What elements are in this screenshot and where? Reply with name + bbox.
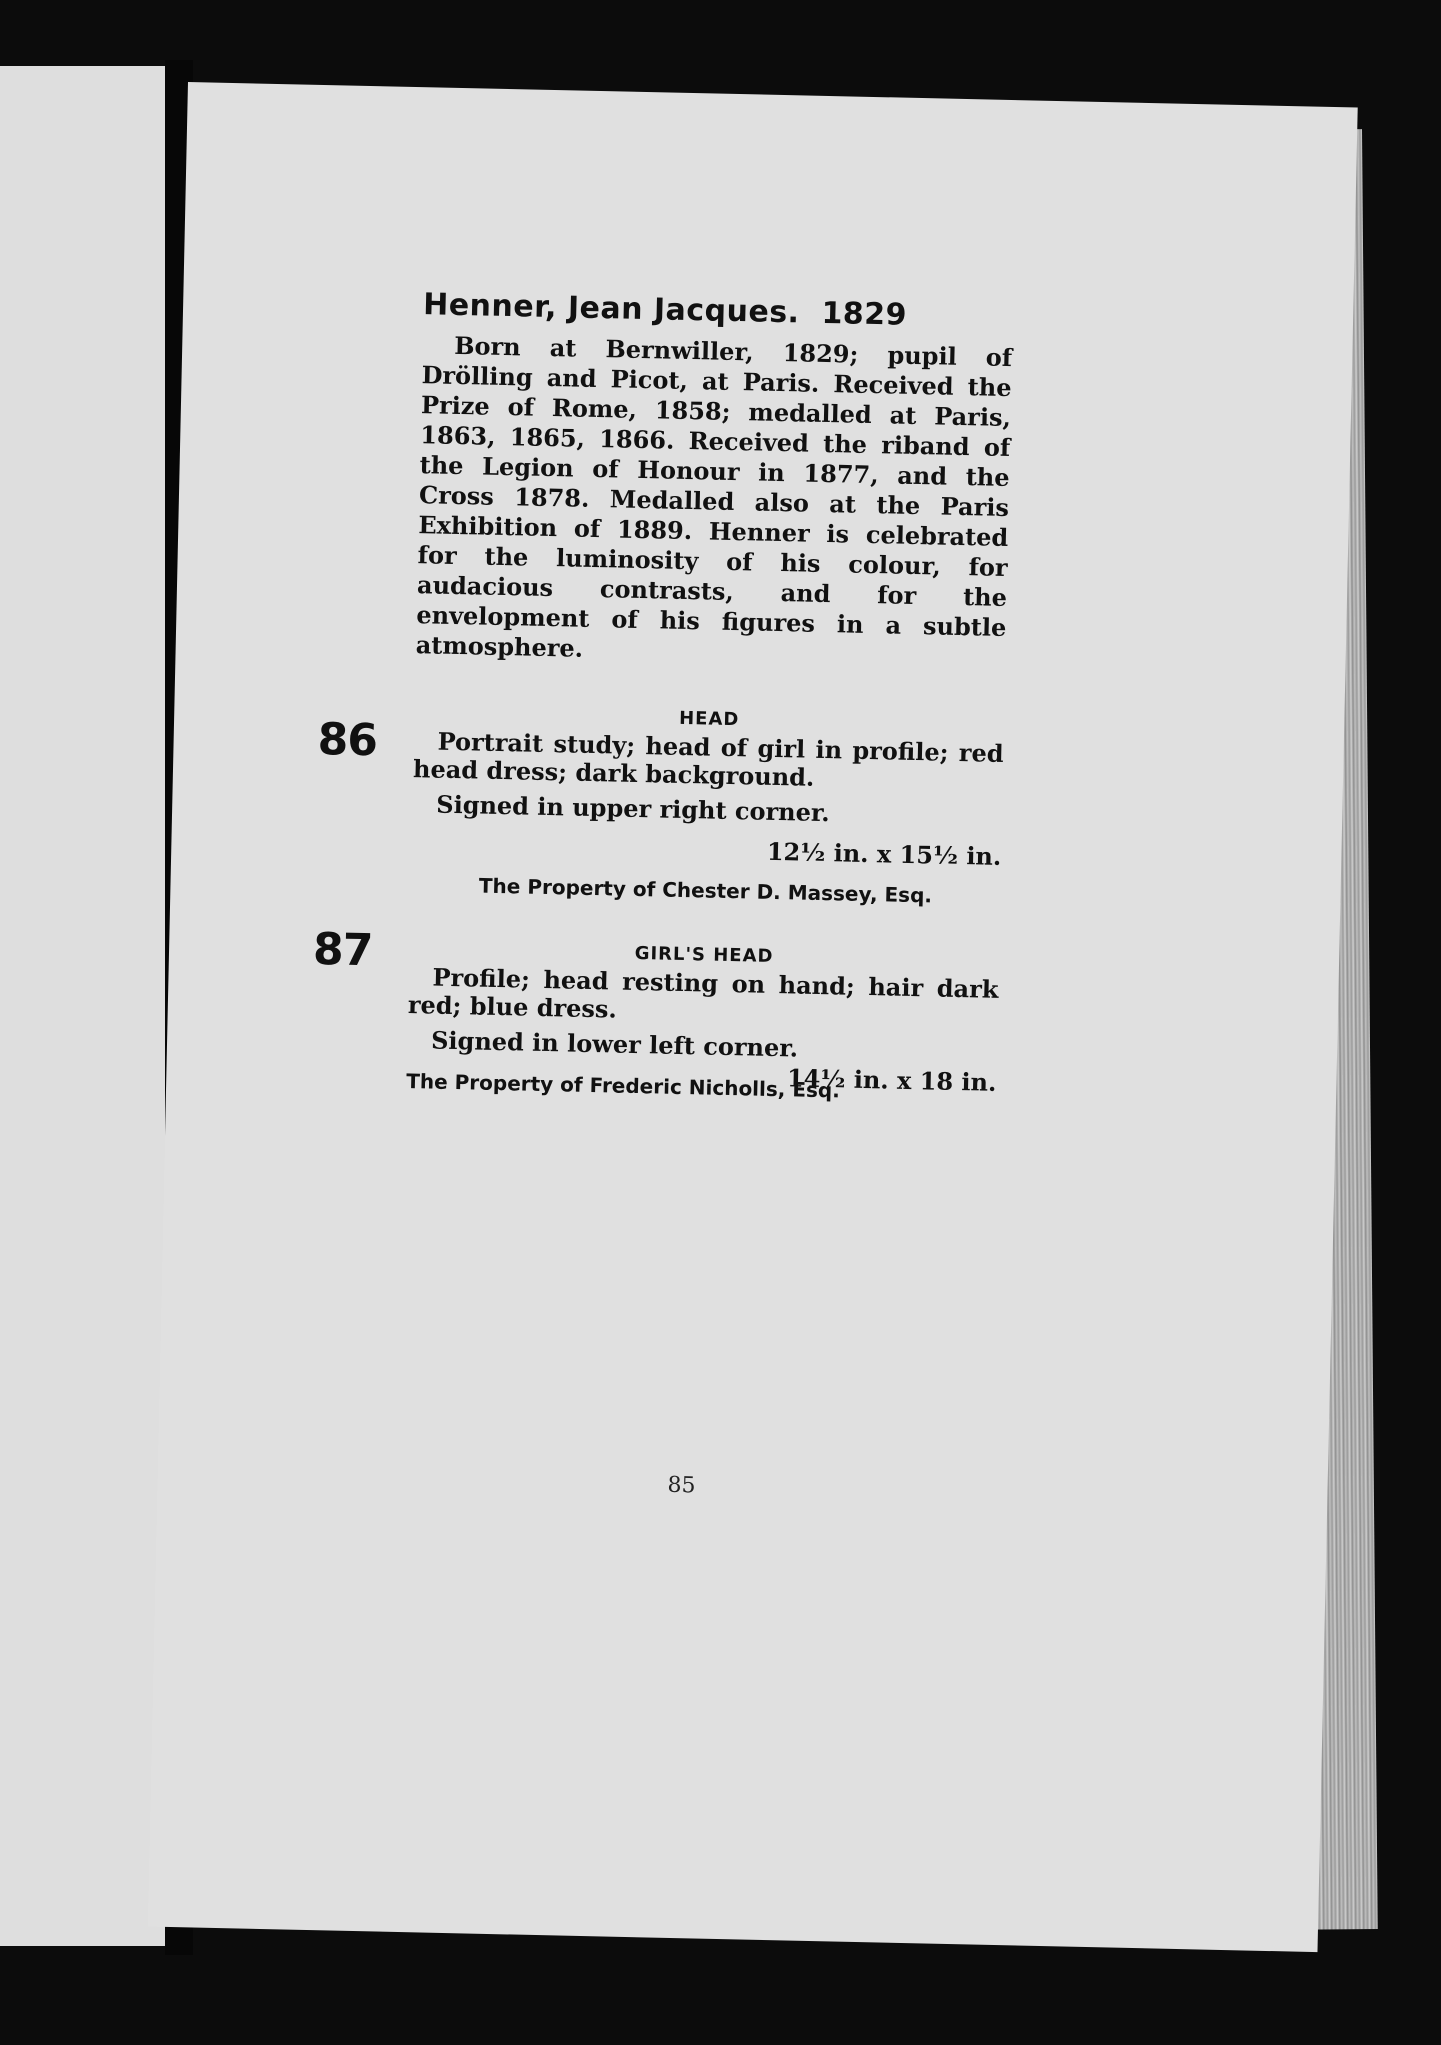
entry-description: Portrait study; head of girl in profile; red head dress; dark background.: [412, 726, 1004, 792]
artist-name: Henner, Jean Jacques.: [422, 287, 800, 331]
entry-title: GIRL'S HEAD: [634, 942, 774, 967]
dimensions: 14½ in. x 18 in.: [786, 1063, 997, 1097]
signature-note: Signed in upper right corner.: [435, 789, 831, 828]
ownership-line: The Property of Chester D. Massey, Esq.: [478, 873, 933, 908]
lot-number: 86: [317, 713, 378, 767]
entry-title: HEAD: [678, 707, 740, 731]
artist-heading: [423, 287, 1014, 335]
left-page: [0, 66, 165, 1946]
artist-biography: Born at Bernwiller, 1829; pupil of Drölling and Picot, at Paris. Received the Prize of Rome, 1858; medalled at Paris, 1863, 1865, 1866. Received the riband of the Legion of Honour in 1877, and the Cross 1878. Medalled also at the Paris Exhibition of 1889. Henner is celebrated for the luminosity of his colour, for audacious contrasts, and for the envelopment of his figures in a subtle atmosphere.: [415, 330, 1013, 663]
signature-note: Signed in lower left corner.: [430, 1025, 799, 1063]
catalogue-page: [148, 82, 1358, 1952]
page-content: [312, 287, 1013, 1106]
catalogue-entry-86: [317, 702, 1004, 909]
page-number: 85: [667, 1472, 696, 1499]
artist-year: 1829: [821, 295, 908, 333]
dimensions: 12½ in. x 15½ in.: [766, 836, 1002, 871]
catalogue-entry-87: [312, 923, 999, 1106]
lot-number: 87: [312, 923, 373, 977]
ownership-line: The Property of Frederic Nicholls, Esq.: [405, 1069, 841, 1103]
entry-description: Profile; head resting on hand; hair dark red; blue dress.: [407, 962, 999, 1024]
